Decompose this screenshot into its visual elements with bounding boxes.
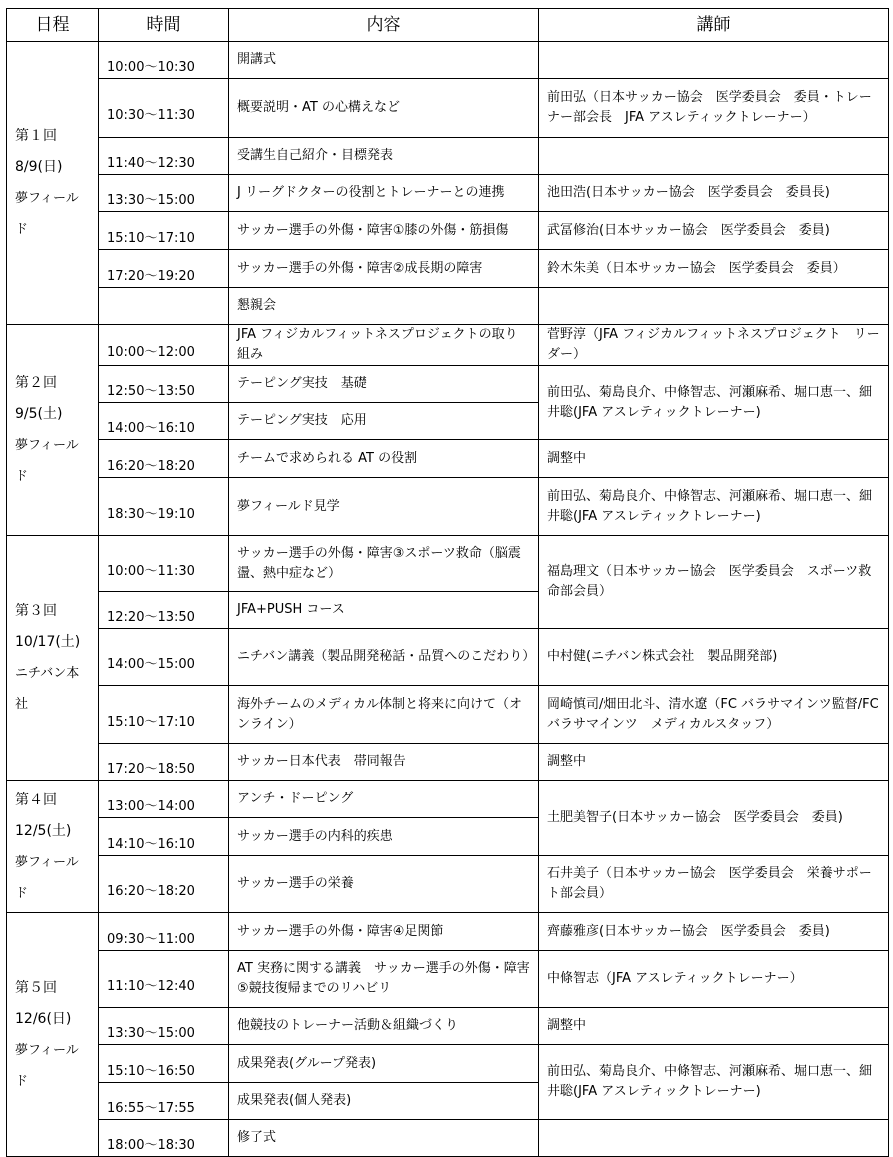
time-cell: 16:20～18:20 xyxy=(99,856,229,913)
content-cell: サッカー選手の外傷・障害①膝の外傷・筋損傷 xyxy=(229,212,539,250)
table-row xyxy=(7,536,889,592)
session-label: 第２回 xyxy=(15,375,57,391)
lecturer-cell xyxy=(539,42,889,79)
time-cell: 14:10～16:10 xyxy=(99,818,229,856)
content-cell: アンチ・ドーピング xyxy=(229,781,539,818)
session-cell xyxy=(7,781,99,913)
table-row xyxy=(7,744,889,781)
table-row xyxy=(7,42,889,79)
session-date: 10/17(土) xyxy=(15,634,81,650)
session-label: 第１回 xyxy=(15,128,57,144)
table-row xyxy=(7,781,889,818)
table-row xyxy=(7,951,889,1008)
table-row xyxy=(7,288,889,325)
content-cell: サッカー選手の内科的疾患 xyxy=(229,818,539,856)
lecturer-cell: 鈴木朱美（日本サッカー協会 医学委員会 委員） xyxy=(539,250,889,288)
table-row xyxy=(7,1045,889,1083)
session-venue: 夢フィールド xyxy=(15,854,79,901)
lecturer-cell: 土肥美智子(日本サッカー協会 医学委員会 委員) xyxy=(539,781,889,856)
content-cell: チームで求められる AT の役割 xyxy=(229,440,539,478)
time-cell: 10:00～11:30 xyxy=(99,536,229,592)
table-row xyxy=(7,856,889,913)
session-venue: 夢フィールド xyxy=(15,191,79,237)
header-content: 内容 xyxy=(229,9,539,42)
content-cell: 成果発表(個人発表) xyxy=(229,1083,539,1120)
content-cell: 受講生自己紹介・目標発表 xyxy=(229,138,539,175)
time-cell: 09:30～11:00 xyxy=(99,913,229,951)
table-row xyxy=(7,913,889,951)
lecturer-cell: 前田弘、菊島良介、中條智志、河瀬麻希、堀口恵一、細井聡(JFA アスレティックトレーナー) xyxy=(539,1045,889,1120)
content-cell: 概要説明・AT の心構えなど xyxy=(229,79,539,138)
time-cell: 14:00～15:00 xyxy=(99,629,229,686)
lecturer-cell: 菅野淳（JFA フィジカルフィットネスプロジェクト リーダー） xyxy=(539,325,889,366)
session-cell xyxy=(7,42,99,325)
table-row xyxy=(7,175,889,212)
table-row xyxy=(7,686,889,744)
time-cell: 15:10～16:50 xyxy=(99,1045,229,1083)
time-cell xyxy=(99,288,229,325)
content-cell: テーピング実技 応用 xyxy=(229,403,539,440)
header-row xyxy=(7,9,889,42)
time-cell: 13:00～14:00 xyxy=(99,781,229,818)
lecturer-cell: 調整中 xyxy=(539,744,889,781)
time-cell: 16:20～18:20 xyxy=(99,440,229,478)
time-cell: 10:30～11:30 xyxy=(99,79,229,138)
lecturer-cell: 石井美子（日本サッカー協会 医学委員会 栄養サポート部会員） xyxy=(539,856,889,913)
time-cell: 15:10～17:10 xyxy=(99,686,229,744)
content-cell: ニチバン講義（製品開発秘話・品質へのこだわり） xyxy=(229,629,539,686)
time-cell: 10:00～10:30 xyxy=(99,42,229,79)
table-row xyxy=(7,440,889,478)
table-row xyxy=(7,629,889,686)
time-cell: 15:10～17:10 xyxy=(99,212,229,250)
lecturer-cell: 池田浩(日本サッカー協会 医学委員会 委員長) xyxy=(539,175,889,212)
session-cell xyxy=(7,913,99,1157)
session-date: 12/5(土) xyxy=(15,822,72,839)
content-cell: 他競技のトレーナー活動＆組織づくり xyxy=(229,1008,539,1045)
content-cell: JFA+PUSH コース xyxy=(229,592,539,629)
session-venue: ニチバン本社 xyxy=(15,666,80,712)
content-cell: AT 実務に関する講義 サッカー選手の外傷・障害⑤競技復帰までのリハビリ xyxy=(229,951,539,1008)
content-cell: 海外チームのメディカル体制と将来に向けて（オンライン） xyxy=(229,686,539,744)
lecturer-cell xyxy=(539,288,889,325)
lecturer-cell xyxy=(539,1120,889,1157)
lecturer-cell: 齊藤雅彦(日本サッカー協会 医学委員会 委員) xyxy=(539,913,889,951)
lecturer-cell: 中村健(ニチバン株式会社 製品開発部) xyxy=(539,629,889,686)
content-cell: サッカー選手の外傷・障害②成長期の障害 xyxy=(229,250,539,288)
session-cell xyxy=(7,536,99,781)
time-cell: 17:20～18:50 xyxy=(99,744,229,781)
time-cell: 13:30～15:00 xyxy=(99,1008,229,1045)
time-cell: 10:00～12:00 xyxy=(99,325,229,366)
content-cell: 夢フィールド見学 xyxy=(229,478,539,536)
lecturer-cell: 調整中 xyxy=(539,440,889,478)
session-date: 8/9(日) xyxy=(15,159,63,175)
session-label: 第３回 xyxy=(15,603,57,619)
table-row xyxy=(7,1008,889,1045)
table-row xyxy=(7,212,889,250)
session-label: 第５回 xyxy=(15,979,57,996)
time-cell: 11:40～12:30 xyxy=(99,138,229,175)
content-cell: サッカー日本代表 帯同報告 xyxy=(229,744,539,781)
session-venue: 夢フィールド xyxy=(15,1042,79,1089)
table-row xyxy=(7,1120,889,1157)
schedule-table xyxy=(6,8,889,1157)
header-time: 時間 xyxy=(99,9,229,42)
lecturer-cell: 調整中 xyxy=(539,1008,889,1045)
lecturer-cell: 岡崎慎司/畑田北斗、清水遼（FC バラサマインツ監督/FC バラサマインツ メディカルスタッフ） xyxy=(539,686,889,744)
time-cell: 18:00～18:30 xyxy=(99,1120,229,1157)
table-row xyxy=(7,366,889,403)
time-cell: 11:10～12:40 xyxy=(99,951,229,1008)
content-cell: サッカー選手の外傷・障害④足関節 xyxy=(229,913,539,951)
lecturer-cell: 福島理文（日本サッカー協会 医学委員会 スポーツ救命部会員） xyxy=(539,536,889,629)
content-cell: 懇親会 xyxy=(229,288,539,325)
time-cell: 12:20～13:50 xyxy=(99,592,229,629)
time-cell: 18:30～19:10 xyxy=(99,478,229,536)
header-lecturer: 講師 xyxy=(539,9,889,42)
time-cell: 13:30～15:00 xyxy=(99,175,229,212)
session-date: 12/6(日) xyxy=(15,1010,72,1027)
content-cell: サッカー選手の栄養 xyxy=(229,856,539,913)
lecturer-cell: 中條智志（JFA アスレティックトレーナー） xyxy=(539,951,889,1008)
session-label: 第４回 xyxy=(15,791,57,808)
time-cell: 17:20～19:20 xyxy=(99,250,229,288)
session-venue: 夢フィールド xyxy=(15,438,79,484)
content-cell: 修了式 xyxy=(229,1120,539,1157)
lecturer-cell: 前田弘（日本サッカー協会 医学委員会 委員・トレーナー部会長 JFA アスレティックトレーナー） xyxy=(539,79,889,138)
lecturer-cell xyxy=(539,138,889,175)
lecturer-cell: 前田弘、菊島良介、中條智志、河瀬麻希、堀口恵一、細井聡(JFA アスレティックトレーナー) xyxy=(539,478,889,536)
content-cell: 開講式 xyxy=(229,42,539,79)
table-row xyxy=(7,250,889,288)
content-cell: テーピング実技 基礎 xyxy=(229,366,539,403)
content-cell: 成果発表(グループ発表) xyxy=(229,1045,539,1083)
content-cell: JFA フィジカルフィットネスプロジェクトの取り組み xyxy=(229,325,539,366)
header-date: 日程 xyxy=(7,9,99,42)
content-cell: J リーグドクターの役割とトレーナーとの連携 xyxy=(229,175,539,212)
table-row xyxy=(7,478,889,536)
content-cell: サッカー選手の外傷・障害③スポーツ救命（脳震盪、熱中症など） xyxy=(229,536,539,592)
time-cell: 14:00～16:10 xyxy=(99,403,229,440)
lecturer-cell: 前田弘、菊島良介、中條智志、河瀬麻希、堀口恵一、細井聡(JFA アスレティックトレーナー) xyxy=(539,366,889,440)
table-row xyxy=(7,138,889,175)
session-cell xyxy=(7,325,99,536)
time-cell: 16:55～17:55 xyxy=(99,1083,229,1120)
table-row xyxy=(7,79,889,138)
lecturer-cell: 武冨修治(日本サッカー協会 医学委員会 委員) xyxy=(539,212,889,250)
session-date: 9/5(土) xyxy=(15,406,63,422)
time-cell: 12:50～13:50 xyxy=(99,366,229,403)
table-row xyxy=(7,325,889,366)
